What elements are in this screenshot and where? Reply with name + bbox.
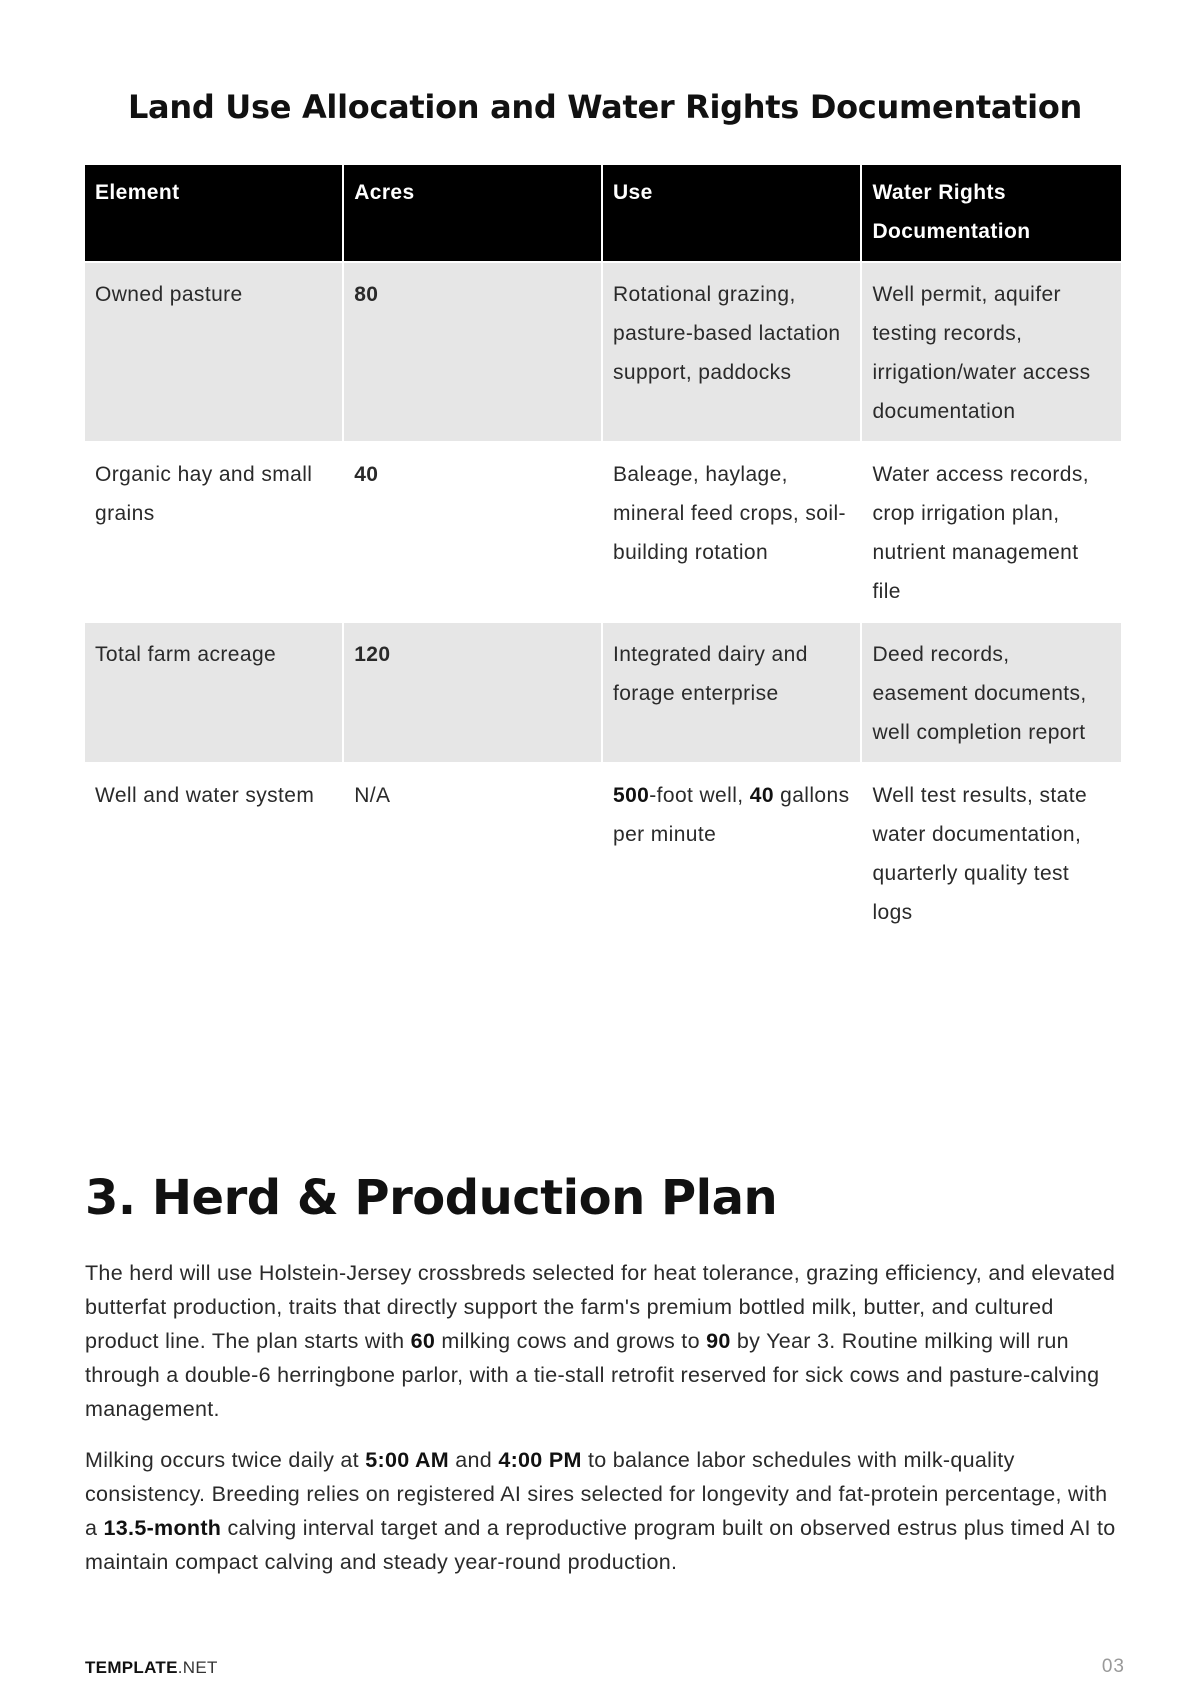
cell-water-rights: Well test results, state water documentation, quarterly quality test logs [862, 762, 1121, 942]
header-use: Use [603, 165, 860, 261]
calving-interval: 13.5-month [103, 1516, 222, 1540]
header-element: Element [85, 165, 342, 261]
text: calving interval target and a reproductive program built on observed estrus plus timed AI to maintain compact calving and steady year-round production. [85, 1516, 1116, 1574]
milking-paragraph [85, 1443, 1125, 1579]
text: to balance labor schedules with milk-quality consistency. Breeding relies on registered AI sires selected for longevity and fat-protein percentage, with a [85, 1448, 1108, 1540]
text: Milking occurs twice daily at [85, 1448, 366, 1472]
cell-element: Well and water system [85, 762, 342, 942]
text: by Year 3. Routine milking will run through a double-6 herringbone parlor, with a tie-stall retrofit reserved for sick cows and pasture-calving management. [85, 1329, 1100, 1421]
brand-logo [85, 1658, 218, 1678]
afternoon-milking-time: 4:00 PM [498, 1448, 582, 1472]
cell-acres: 120 [344, 621, 601, 762]
brand-bold: TEMPLATE [85, 1658, 178, 1677]
brand-suffix: .NET [177, 1658, 218, 1677]
header-water-rights: Water Rights Documentation [862, 165, 1121, 261]
cell-acres: N/A [344, 762, 601, 942]
table-row [85, 621, 1121, 762]
page-number: 03 [1101, 1656, 1125, 1677]
table-header-row [85, 165, 1121, 261]
text: The herd will use Holstein-Jersey crossbreds selected for heat tolerance, grazing efficiency, and elevated butterfat production, traits that directly support the farm's premium bottled milk, butter, and cultured product line. The plan starts with [85, 1261, 1116, 1353]
cell-element: Total farm acreage [85, 621, 342, 762]
section-heading: 3. Herd & Production Plan [85, 1170, 778, 1226]
cell-use: Rotational grazing, pasture-based lactation support, paddocks [603, 261, 860, 441]
cell-acres: 40 [344, 441, 601, 621]
cell-use [603, 762, 860, 942]
cell-water-rights: Water access records, crop irrigation plan, nutrient management file [862, 441, 1121, 621]
use-text: -foot well, [649, 784, 750, 807]
table-row [85, 441, 1121, 621]
start-cow-count: 60 [410, 1329, 436, 1353]
morning-milking-time: 5:00 AM [365, 1448, 449, 1472]
cell-element: Organic hay and small grains [85, 441, 342, 621]
cell-water-rights: Deed records, easement documents, well completion report [862, 621, 1121, 762]
well-flow: 40 [749, 784, 774, 807]
cell-use: Baleage, haylage, mineral feed crops, soil-building rotation [603, 441, 860, 621]
text: milking cows and grows to [435, 1329, 707, 1353]
table-row [85, 261, 1121, 441]
year3-cow-count: 90 [706, 1329, 731, 1353]
land-use-table [83, 165, 1123, 942]
use-text: gallons per minute [612, 784, 850, 846]
herd-paragraph [85, 1256, 1125, 1426]
cell-water-rights: Well permit, aquifer testing records, irrigation/water access documentation [862, 261, 1121, 441]
cell-acres: 80 [344, 261, 601, 441]
table-row [85, 762, 1121, 942]
well-depth: 500 [612, 784, 650, 807]
cell-use: Integrated dairy and forage enterprise [603, 621, 860, 762]
text: and [448, 1448, 499, 1472]
table-title: Land Use Allocation and Water Rights Documentation [127, 88, 1083, 126]
cell-element: Owned pasture [85, 261, 342, 441]
header-acres: Acres [344, 165, 601, 261]
